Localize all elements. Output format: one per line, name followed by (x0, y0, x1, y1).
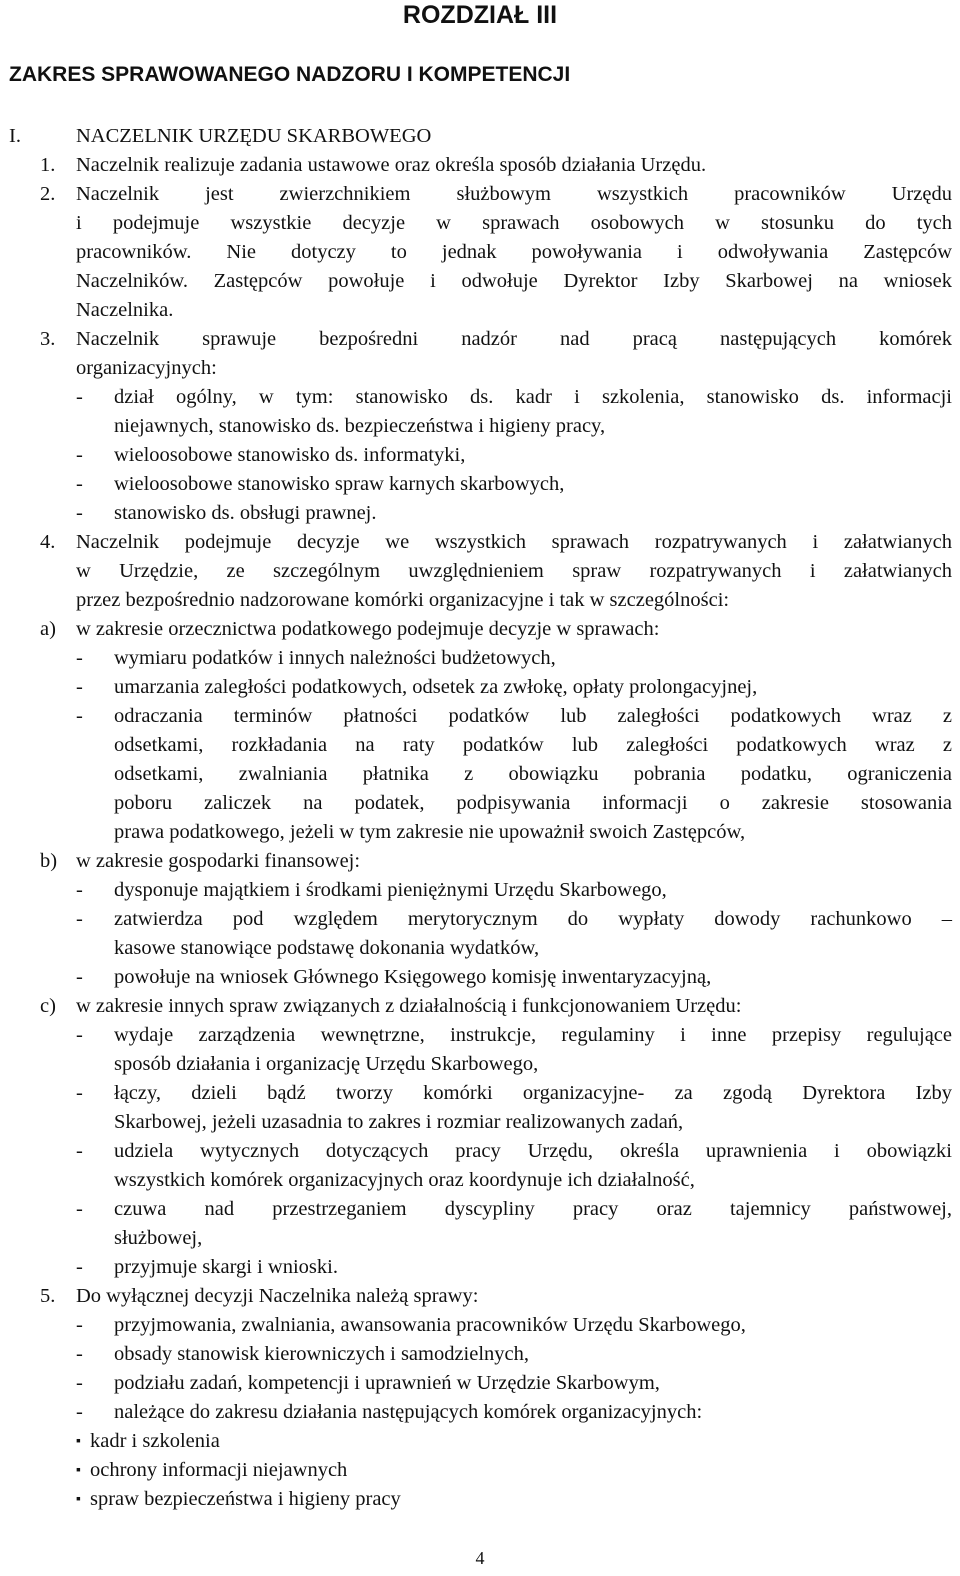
section-number: I. (9, 125, 21, 147)
dash: - (76, 473, 83, 495)
list-item: wieloosobowe stanowisko ds. informatyki, (114, 444, 466, 466)
item-number: 1. (40, 154, 56, 176)
bullet-item: ochrony informacji niejawnych (90, 1459, 348, 1481)
dash: - (76, 1198, 83, 1220)
dash: - (76, 966, 83, 988)
square-bullet-icon: ▪ (76, 1492, 81, 1507)
list-item: przyjmuje skargi i wnioski. (114, 1256, 338, 1278)
bullet-item: kadr i szkolenia (90, 1430, 220, 1452)
paragraph-line: Naczelnik realizuje zadania ustawowe oraz określa sposób działania Urzędu. (76, 154, 707, 176)
paragraph-line: Naczelników. Zastępców powołuje i odwołuje Dyrektor Izby Skarbowej na wniosek (76, 270, 952, 292)
dash: - (76, 1256, 83, 1278)
list-item: łączy, dzieli bądź tworzy komórki organizacyjne- za zgodą Dyrektora Izby (114, 1082, 952, 1104)
list-item: stanowisko ds. obsługi prawnej. (114, 502, 377, 524)
dash: - (76, 705, 83, 727)
list-item: udziela wytycznych dotyczących pracy Urzędu, określa uprawnienia i obowiązki (114, 1140, 952, 1162)
sub-intro: w zakresie innych spraw związanych z działalnością i funkcjonowaniem Urzędu: (76, 995, 742, 1017)
dash: - (76, 1343, 83, 1365)
sub-intro: w zakresie gospodarki finansowej: (76, 850, 361, 872)
paragraph-line: pracowników. Nie dotyczy to jednak powoływania i odwoływania Zastępców (76, 241, 952, 263)
item-number: 5. (40, 1285, 56, 1307)
list-item: czuwa nad przestrzeganiem dyscypliny pracy oraz tajemnicy państwowej, (114, 1198, 952, 1220)
chapter-title: ROZDZIAŁ III (402, 1, 558, 29)
dash: - (76, 647, 83, 669)
list-item: wszystkich komórek organizacyjnych oraz koordynuje ich działalność, (114, 1169, 695, 1191)
list-item: poboru zaliczek na podatek, podpisywania informacji o zakresie stosowania (114, 792, 952, 814)
list-item: należące do zakresu działania następujących komórek organizacyjnych: (114, 1401, 703, 1423)
list-item: prawa podatkowego, jeżeli w tym zakresie nie upoważnił swoich Zastępców, (114, 821, 746, 843)
dash: - (76, 1401, 83, 1423)
item-number: 2. (40, 183, 56, 205)
square-bullet-icon: ▪ (76, 1434, 81, 1449)
sub-label: a) (40, 618, 56, 640)
dash: - (76, 879, 83, 901)
paragraph-line: i podejmuje wszystkie decyzje w sprawach osobowych w stosunku do tych (76, 212, 952, 234)
list-item: odraczania terminów płatności podatków lub zaległości podatkowych wraz z (114, 705, 952, 727)
bullet-item: spraw bezpieczeństwa i higieny pracy (90, 1488, 401, 1510)
dash: - (76, 1082, 83, 1104)
list-item: wymiaru podatków i innych należności budżetowych, (114, 647, 556, 669)
dash: - (76, 386, 83, 408)
paragraph-line: Naczelnika. (76, 299, 174, 321)
list-item: wieloosobowe stanowisko spraw karnych skarbowych, (114, 473, 565, 495)
square-bullet-icon: ▪ (76, 1463, 81, 1478)
list-item: odsetkami, zwalniania płatnika z obowiązku pobrania podatku, ograniczenia (114, 763, 952, 785)
list-item: służbowej, (114, 1227, 203, 1249)
dash: - (76, 908, 83, 930)
paragraph-line: Naczelnik sprawuje bezpośredni nadzór nad pracą następujących komórek (76, 328, 952, 350)
chapter-subtitle: ZAKRES SPRAWOWANEGO NADZORU I KOMPETENCJI (9, 63, 571, 86)
page-number: 4 (475, 1548, 485, 1568)
dash: - (76, 1372, 83, 1394)
list-item: powołuje na wniosek Głównego Księgowego komisję inwentaryzacyjną, (114, 966, 712, 988)
paragraph-line: organizacyjnych: (76, 357, 217, 379)
sub-intro: Do wyłącznej decyzji Naczelnika należą sprawy: (76, 1285, 479, 1307)
list-item: wydaje zarządzenia wewnętrzne, instrukcje, regulaminy i inne przepisy regulujące (114, 1024, 952, 1046)
paragraph-line: w Urzędzie, ze szczególnym uwzględnieniem spraw rozpatrywanych i załatwianych (76, 560, 952, 582)
section-title: NACZELNIK URZĘDU SKARBOWEGO (76, 125, 432, 147)
sub-intro: w zakresie orzecznictwa podatkowego podejmuje decyzje w sprawach: (76, 618, 660, 640)
dash: - (76, 1024, 83, 1046)
list-item: zatwierdza pod względem merytorycznym do wypłaty dowody rachunkowo – (114, 908, 952, 930)
paragraph-line: Naczelnik jest zwierzchnikiem służbowym wszystkich pracowników Urzędu (76, 183, 952, 205)
dash: - (76, 676, 83, 698)
item-number: 4. (40, 531, 56, 553)
list-item: obsady stanowisk kierowniczych i samodzielnych, (114, 1343, 530, 1365)
list-item: kasowe stanowiące podstawę dokonania wydatków, (114, 937, 540, 959)
list-item: niejawnych, stanowisko ds. bezpieczeństwa i higieny pracy, (114, 415, 606, 437)
paragraph-line: przez bezpośrednio nadzorowane komórki organizacyjne i tak w szczególności: (76, 589, 730, 611)
dash: - (76, 1140, 83, 1162)
list-item: Skarbowej, jeżeli uzasadnia to zakres i rozmiar realizowanych zadań, (114, 1111, 684, 1133)
list-item: dział ogólny, w tym: stanowisko ds. kadr i szkolenia, stanowisko ds. informacji (114, 386, 952, 408)
dash: - (76, 444, 83, 466)
list-item: umarzania zaległości podatkowych, odsetek za zwłokę, opłaty prolongacyjnej, (114, 676, 758, 698)
list-item: sposób działania i organizację Urzędu Skarbowego, (114, 1053, 539, 1075)
list-item: podziału zadań, kompetencji i uprawnień w Urzędzie Skarbowym, (114, 1372, 660, 1394)
sub-label: c) (40, 995, 56, 1017)
sub-label: b) (40, 850, 58, 872)
list-item: odsetkami, rozkładania na raty podatków lub zaległości podatkowych wraz z (114, 734, 952, 756)
dash: - (76, 502, 83, 524)
list-item: dysponuje majątkiem i środkami pieniężnymi Urzędu Skarbowego, (114, 879, 667, 901)
item-number: 3. (40, 328, 56, 350)
list-item: przyjmowania, zwalniania, awansowania pracowników Urzędu Skarbowego, (114, 1314, 746, 1336)
dash: - (76, 1314, 83, 1336)
paragraph-line: Naczelnik podejmuje decyzje we wszystkich sprawach rozpatrywanych i załatwianych (76, 531, 952, 553)
